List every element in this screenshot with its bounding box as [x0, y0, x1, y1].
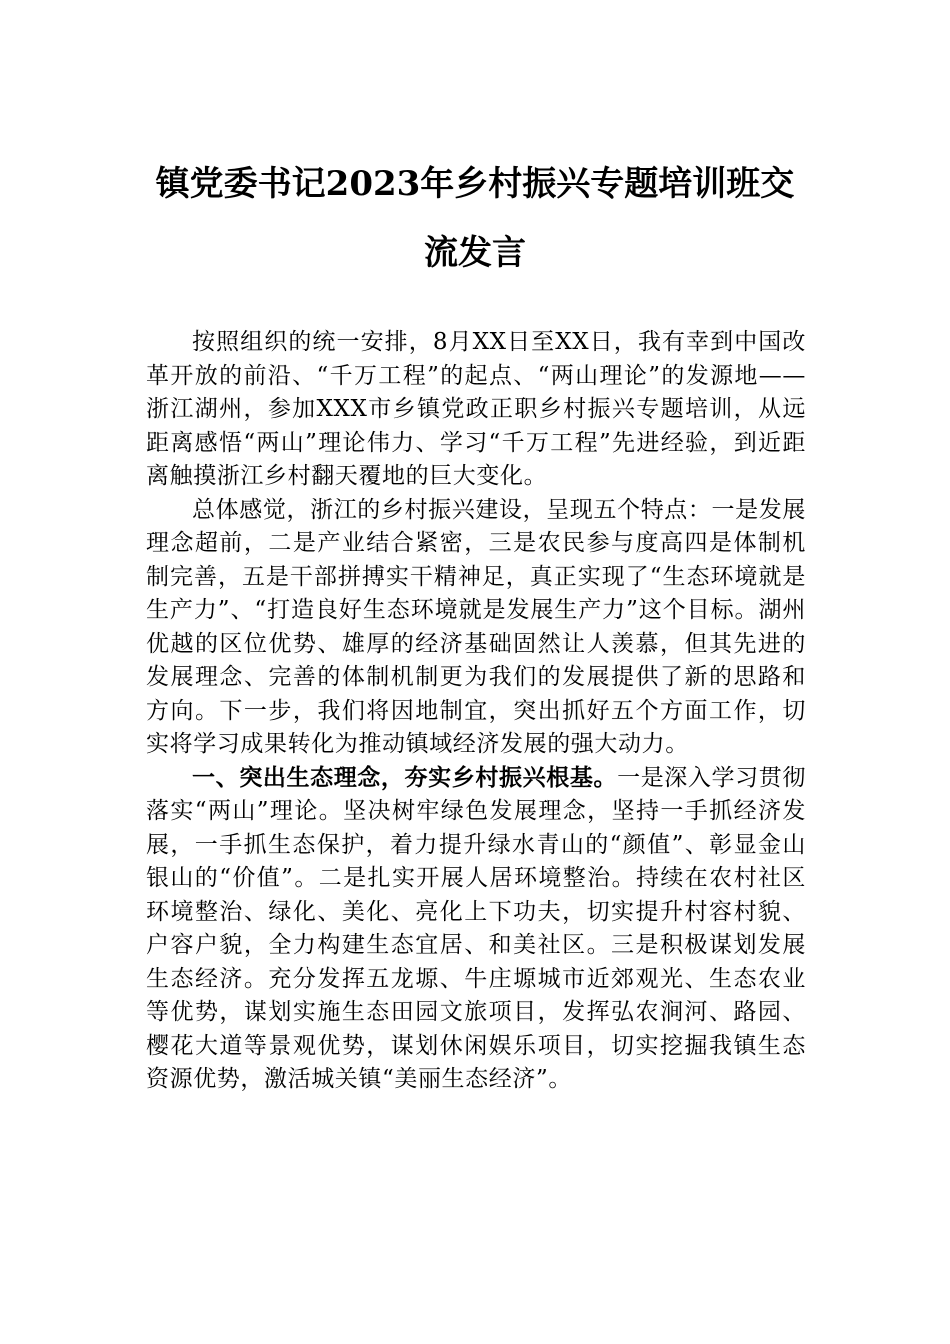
document-body [146, 326, 806, 1097]
section-1-heading: 一、突出生态理念，夯实乡村振兴根基。 [192, 764, 618, 791]
document-title-line-1: 镇党委书记2023年乡村振兴专题培训班交 [155, 164, 795, 204]
section-1-text: 一是深入学习贯彻落实“两山”理论。坚决树牢绿色发展理念，坚持一手抓经济发展，一手抓生态保护，着力提升绿水青山的“颜值”、彰显金山银山的“价值”。二是扎实开展人居环境整治。持续在农村社区环境整治、绿化、美化、亮化上下功夫，切实提升村容村貌、户容户貌，全力构建生态宜居、和美社区。三是积极谋划发展生态经济。充分发挥五龙塬、牛庄塬城市近郊观光、生态农业等优势，谋划实施生态田园文旅项目，发挥弘农涧河、路园、樱花大道等景观优势，谋划休闲娱乐项目，切实挖掘我镇生态资源优势，激活城关镇“美丽生态经济”。 [146, 764, 806, 1092]
paragraph-overview-text: 总体感觉，浙江的乡村振兴建设，呈现五个特点：一是发展理念超前，二是产业结合紧密，三是农民参与度高四是体制机制完善，五是干部拼搏实干精神足，真正实现了“生态环境就是生产力”、“打造良好生态环境就是发展生产力”这个目标。湖州优越的区位优势、雄厚的经济基础固然让人羡慕，但其先进的发展理念、完善的体制机制更为我们的发展提供了新的思路和方向。下一步，我们将因地制宜，突出抓好五个方面工作，切实将学习成果转化为推动镇域经济发展的强大动力。 [146, 496, 806, 757]
paragraph-intro-text: 按照组织的统一安排，8月XX日至XX日，我有幸到中国改革开放的前沿、“千万工程”的起点、“两山理论”的发源地——浙江湖州，参加XXX市乡镇党政正职乡村振兴专题培训，从远距离感悟“两山”理论伟力、学习“千万工程”先进经验，到近距离触摸浙江乡村翻天覆地的巨大变化。 [146, 329, 806, 489]
paragraph-intro [146, 326, 806, 494]
paragraph-section-1 [146, 762, 806, 1097]
document-title-line-2: 流发言 [424, 233, 526, 273]
paragraph-overview [146, 494, 806, 762]
